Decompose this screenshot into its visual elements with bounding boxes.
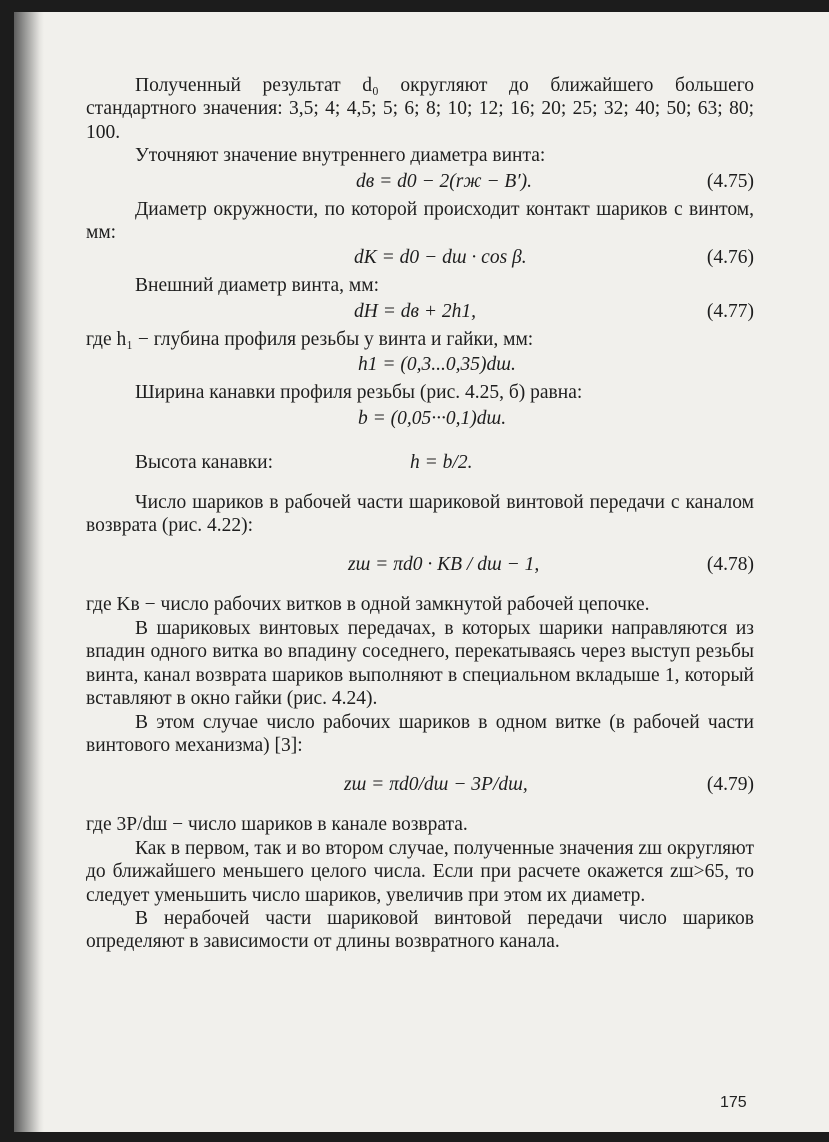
equation-4-78-number: (4.78) xyxy=(706,554,754,576)
equation-4-78-formula: zш = πd0 · KB / dш − 1, xyxy=(348,554,540,576)
equation-h-row xyxy=(86,435,754,491)
equation-b xyxy=(86,405,754,435)
page-number: 175 xyxy=(720,1094,747,1111)
equation-4-79-formula: zш = πd0/dш − 3P/dш, xyxy=(344,774,528,796)
paragraph-4: Внешний диаметр винта, мм: xyxy=(135,275,380,297)
equation-4-77-number: (4.77) xyxy=(706,300,754,322)
paragraph-11: В этом случае число рабочих шариков в одном витке (в рабочей части винтового механизма) [3]: xyxy=(86,711,754,756)
paragraph-7: Высота канавки: xyxy=(135,451,274,473)
equation-h1-formula: h1 = (0,3...0,35)dш. xyxy=(358,354,516,376)
equation-4-76-formula: dK = d0 − dш · cos β. xyxy=(354,247,527,269)
paragraph-3: Диаметр окружности, по которой происходит контакт шариков с винтом, мм: xyxy=(86,198,754,244)
book-page xyxy=(14,12,829,1132)
equation-4-79-number: (4.79) xyxy=(706,774,754,796)
equation-4-75 xyxy=(86,168,754,198)
equation-4-76-number: (4.76) xyxy=(706,247,754,269)
equation-b-formula: b = (0,05···0,1)dш. xyxy=(358,407,507,429)
paragraph-8: Число шариков в рабочей части шариковой винтовой передачи с каналом возврата (рис. 4.22): xyxy=(86,491,754,537)
paragraph-5: где h₁ − глубина профиля резьбы у винта и гайки, мм: xyxy=(86,328,534,350)
equation-h-formula: h = b/2. xyxy=(410,451,473,473)
paragraph-1: Полученный результат d₀ округляют до ближайшего большего стандартного значения: 3,5; 4; 4,5; 5; 6; 8; 10; 12; 16; 20; 25; 32; 40; 50; 63; 80; 100. xyxy=(86,75,754,143)
paragraph-2: Уточняют значение внутреннего диаметра винта: xyxy=(135,145,546,167)
equation-4-77-formula: dH = dв + 2h1, xyxy=(354,300,476,322)
paragraph-14: В нерабочей части шариковой винтовой передачи число шариков определяют в зависимости от длины возвратного канала. xyxy=(86,907,754,953)
paragraph-13: Как в первом, так и во втором случае, полученные значения zш округляют до ближайшего меньшего целого числа. Если при расчете окажется zш>65, то следует уменьшить число шариков, увеличив при этом их диаметр. xyxy=(86,837,754,906)
page-body xyxy=(86,74,754,954)
equation-4-78 xyxy=(86,537,754,593)
spine-shadow xyxy=(14,12,44,1132)
equation-4-77 xyxy=(86,298,754,328)
paragraph-10: В шариковых винтовых передачах, в которых шарики направляются из впадин одного витка во впадину соседнего, перекатываясь через выступ резьбы винта, канал возврата шариков выполняют в специальном вкладыше 1, который вставляют в окно гайки (рис. 4.24). xyxy=(86,617,754,710)
equation-4-75-formula: dв = d0 − 2(rж − B′). xyxy=(356,170,532,192)
paragraph-6: Ширина канавки профиля резьбы (рис. 4.25, б) равна: xyxy=(135,382,583,404)
equation-h1 xyxy=(86,351,754,381)
paragraph-12: где 3P/dш − число шариков в канале возврата. xyxy=(86,814,468,836)
equation-4-79 xyxy=(86,757,754,813)
paragraph-9: где Kв − число рабочих витков в одной замкнутой рабочей цепочке. xyxy=(86,594,650,616)
equation-4-76 xyxy=(86,244,754,274)
equation-4-75-number: (4.75) xyxy=(706,170,754,192)
